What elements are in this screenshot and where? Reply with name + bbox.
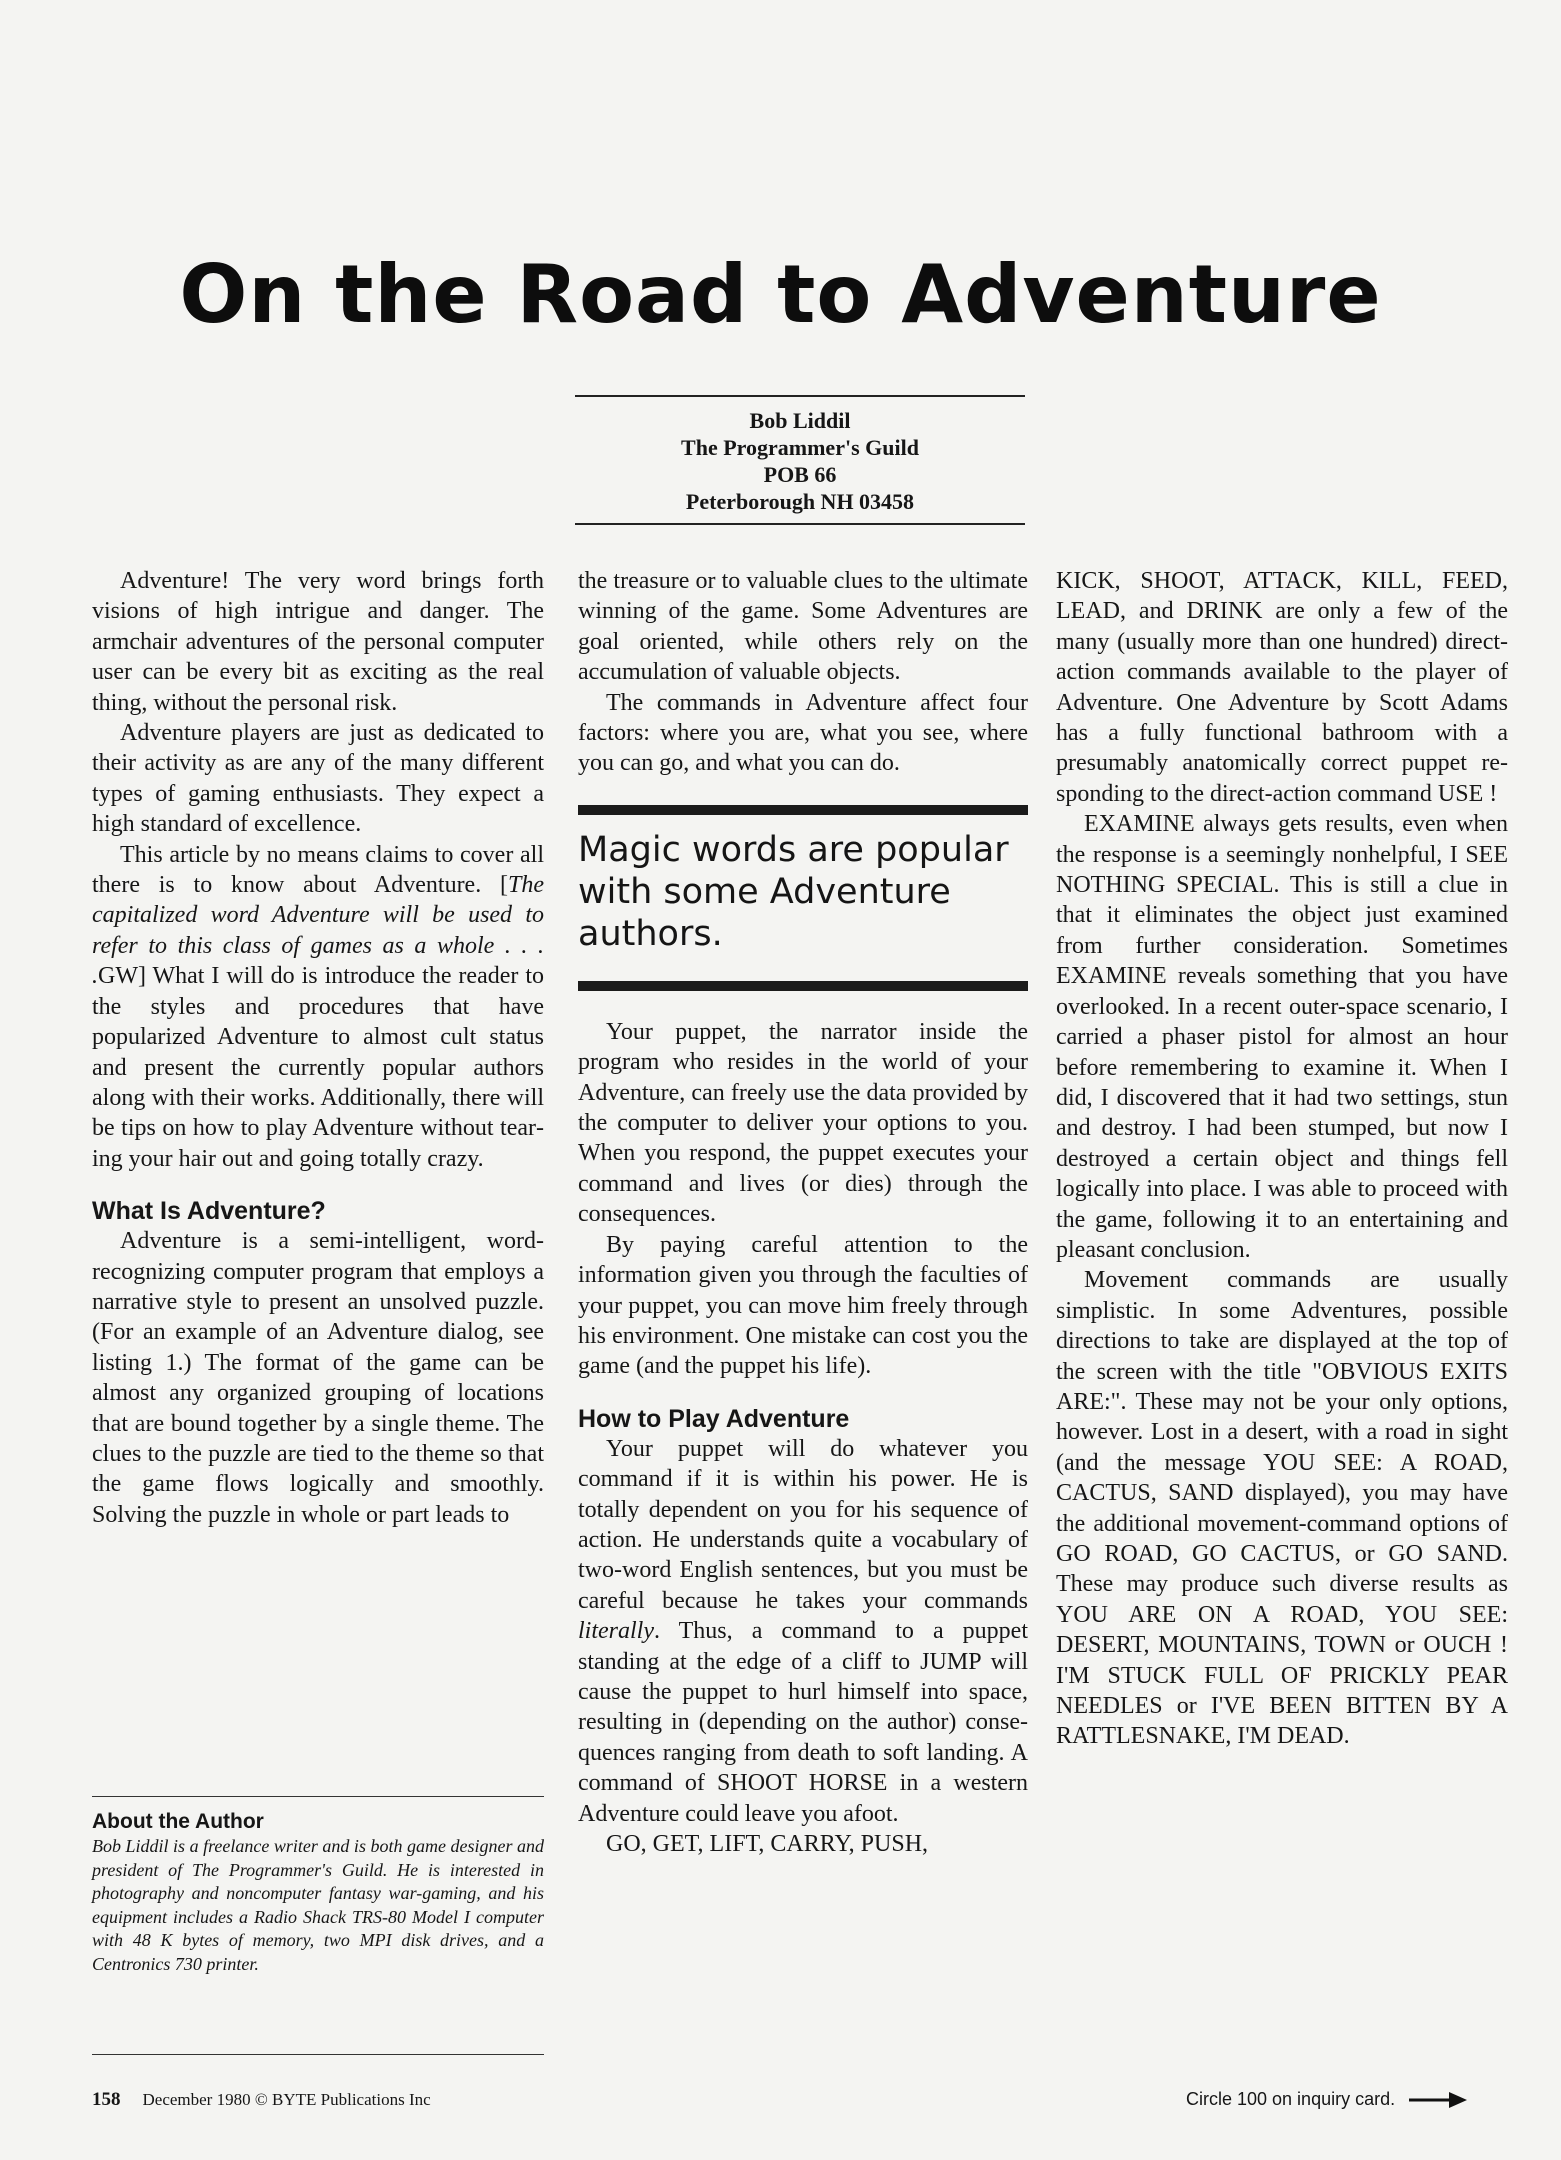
- inquiry-note: [1186, 2089, 1469, 2110]
- paragraph: [578, 1434, 1028, 1829]
- issue-info: December 1980 © BYTE Publications Inc: [142, 2090, 431, 2109]
- author-name: Bob Liddil: [749, 408, 851, 433]
- section-heading: How to Play Adventure: [578, 1404, 850, 1433]
- emphasis: literally: [578, 1618, 654, 1645]
- editor-initials: GW: [98, 963, 138, 990]
- about-text: Bob Liddil is a freelance writer and is both game designer and president of The Programmer's Guild. He is interested in photography and noncomputer fantasy war-gaming, and his equipment includes a Radio Shack TRS-80 Model I computer with 48 K bytes of memory, two MPI disk drives, and a Centronics 730 printer.: [92, 1836, 544, 1974]
- pull-quote-line: Magic words are popular: [578, 829, 1009, 870]
- pull-quote-line: authors.: [578, 913, 723, 954]
- right-arrow-icon: [1407, 2090, 1469, 2110]
- paragraph: EXAMINE always gets results, even when the response is a seemingly nonhelpful, I SEE NOTHING SPECIAL. This is still a clue in that it eliminates the object just examined from further consideration. Sometimes EXAMINE reveals something that you have overlooked. In a recent outer-space scenario, I carried a phaser pistol for almost an hour before remembering to examine it. When I did, I discovered that it had two settings, stun and destroy. I had been stumped, but now I destroyed a certain object and things fell logically into place. I was able to proceed with the game, following it to an entertaining and pleasant conclusion.: [1056, 811, 1508, 1263]
- inquiry-text: Circle 100 on inquiry card.: [1186, 2089, 1396, 2109]
- column-2: [578, 566, 1028, 1859]
- paragraph: [92, 840, 544, 1174]
- column-1: [92, 566, 544, 1530]
- paragraph: Movement commands are usually simplistic. In some Adventures, possible directions to take are displayed at the top of the screen with the title "OBVIOUS EXITS ARE:". These may not be your only options, however. Lost in a desert, with a road in sight (and the message YOU SEE: A ROAD, CACTUS, SAND displayed), you may have the additional movement-command options of GO ROAD, GO CACTUS, or GO SAND. These may produce such diverse results as YOU ARE ON A ROAD, YOU SEE: DESERT, MOUNTAINS, TOWN or OUCH ! I'M STUCK FULL OF PRICKLY PEAR NEEDLES or I'VE BEEN BITTEN BY A RATTLESNAKE, I'M DEAD.: [1056, 1267, 1508, 1750]
- paragraph: GO, GET, LIFT, CARRY, PUSH,: [606, 1831, 929, 1857]
- editor-note: The capitalized word Adventure will be used to refer to this class of games as a whole . . . .: [92, 872, 544, 990]
- author-pob: POB 66: [763, 462, 837, 487]
- text-span: This article by no means claims to cover all there is to know about Adventure. [: [92, 841, 544, 899]
- paragraph: Your puppet, the narrator inside the program who resides in the world of your Adventure, can freely use the data provided by the computer to deliver your options to you. When you respond, the puppet executes your command and lives (or dies) through the consequences.: [578, 1018, 1028, 1228]
- pull-quote: [578, 805, 1028, 991]
- about-heading: About the Author: [92, 1810, 264, 1833]
- column-3: [1056, 566, 1508, 1752]
- article-title: On the Road to Adventure: [179, 248, 1382, 341]
- about-author-box: [92, 1796, 544, 1977]
- divider: [92, 2054, 544, 2055]
- paragraph: By paying careful attention to the information given you through the faculties of your puppet, you can move him freely through his environment. One mistake can cost you the game (and the puppet his life).: [578, 1231, 1028, 1380]
- paragraph: the treasure or to valuable clues to the ultimate winning of the game. Some Adventures are goal oriented, while others rely on the accumulation of valuable objects.: [578, 568, 1028, 686]
- page-number: 158: [92, 2089, 121, 2110]
- author-org: The Programmer's Guild: [681, 435, 919, 460]
- page-footer: [92, 2089, 431, 2111]
- paragraph: Adventure players are just as dedicated to their activity as are any of the many different types of gaming enthusiasts. They expect a high standard of excellence.: [92, 720, 544, 838]
- section-heading: What Is Adventure?: [92, 1197, 326, 1226]
- byline: [575, 395, 1025, 525]
- paragraph: Adventure is a semi-intelligent, word-recognizing computer program that employs a narrative style to present an unsolved puzzle. (For an example of an Adventure dialog, see listing 1.) The format of the game can be almost any organized grouping of locations that are bound together by a single theme. The clues to the puzzle are tied to the theme so that the game flows logically and smoothly. Solving the puzzle in whole or part leads to: [92, 1228, 544, 1528]
- text-span: Your puppet will do whatever you command if it is within his power. He is totally dependent on you for his sequence of action. He understands quite a vocabulary of two-word English sentences, but you must be careful because he takes your commands: [578, 1435, 1028, 1614]
- text-span: . Thus, a command to a puppet standing at the edge of a cliff to JUMP will cause the puppet to hurl himself into space, resulting in (depending on the author) consequences ranging from death to soft landing. A command of SHOOT HORSE in a western Adventure could leave you afoot.: [578, 1618, 1028, 1827]
- paragraph: Adventure! The very word brings forth visions of high intrigue and danger. The armchair adventures of the personal computer user can be every bit as exciting as the real thing, without the personal risk.: [92, 568, 544, 716]
- paragraph: The commands in Adventure affect four factors: where you are, what you see, where you can go, and what you can do.: [578, 689, 1028, 777]
- author-city: Peterborough NH 03458: [685, 489, 915, 514]
- paragraph: KICK, SHOOT, ATTACK, KILL, FEED, LEAD, and DRINK are only a few of the many (usually more than one hundred) direct-action commands available to the player of Adventure. One Adventure by Scott Adams has a fully functional bathroom with a presumably anatomically correct puppet responding to the direct-action command USE !: [1056, 568, 1508, 807]
- text-span: ] What I will do is introduce the reader to the styles and procedures that have popularized Adventure to almost cult status and present the currently popular authors along with their works. Additionally, there will be tips on how to play Adventure without tearing your hair out and going totally crazy.: [92, 963, 544, 1172]
- pull-quote-line: with some Adventure: [578, 871, 951, 912]
